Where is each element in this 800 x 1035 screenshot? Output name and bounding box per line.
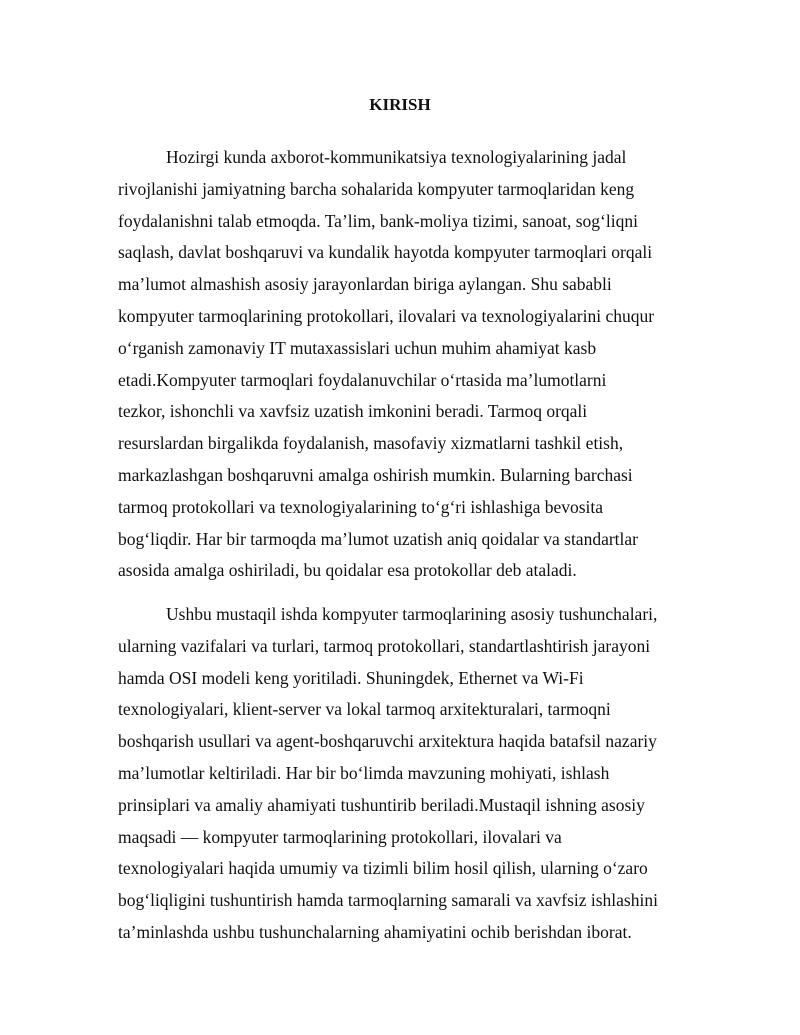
text-line: ta’minlashda ushbu tushunchalarning ahamiyatini ochib berishdan iborat. xyxy=(118,921,632,942)
text-line: bog‘liqdir. Har bir tarmoqda ma’lumot uzatish aniq qoidalar va standartlar xyxy=(118,528,638,549)
text-line: rivojlanishi jamiyatning barcha sohalarida kompyuter tarmoqlaridan keng xyxy=(118,178,635,199)
text-line: kompyuter tarmoqlarining protokollari, ilovalari va texnologiyalarini chuqur xyxy=(118,305,655,326)
text-line: texnologiyalari, klient-server va lokal tarmoq arxitekturalari, tarmoqni xyxy=(118,699,611,720)
text-line: markazlashgan boshqaruvni amalga oshirish mumkin. Bularning barchasi xyxy=(118,464,633,485)
text-line: o‘rganish zamonaviy IT mutaxassislari uchun muhim ahamiyat kasb xyxy=(118,337,597,358)
text-line: ma’lumotlar keltiriladi. Har bir bo‘limda mavzuning mohiyati, ishlash xyxy=(118,762,610,783)
text-line: Ushbu mustaqil ishda kompyuter tarmoqlarining asosiy tushunchalari, xyxy=(166,604,658,624)
text-line: hamda OSI modeli keng yoritiladi. Shuningdek, Ethernet va Wi-Fi xyxy=(118,667,584,688)
text-line: Hozirgi kunda axborot-kommunikatsiya texnologiyalarining jadal xyxy=(166,147,627,167)
text-line: saqlash, davlat boshqaruvi va kundalik hayotda kompyuter tarmoqlari orqali xyxy=(118,242,653,263)
text-line: tezkor, ishonchli va xavfsiz uzatish imkonini beradi. Tarmoq orqali xyxy=(118,401,588,422)
text-line: asosida amalga oshiriladi, bu qoidalar esa protokollar deb ataladi. xyxy=(118,560,577,581)
text-line: boshqarish usullari va agent-boshqaruvchi arxitektura haqida batafsil nazariy xyxy=(118,731,657,752)
paragraph-purpose xyxy=(118,599,688,949)
paragraph-introduction xyxy=(118,142,688,587)
text-line: ma’lumot almashish asosiy jarayonlardan biriga aylangan. Shu sababli xyxy=(118,274,612,295)
text-line: foydalanishni talab etmoqda. Ta’lim, bank-moliya tizimi, sanoat, sog‘liqni xyxy=(118,210,638,231)
page-title: KIRISH xyxy=(369,95,431,114)
text-line: ularning vazifalari va turlari, tarmoq protokollari, standartlashtirish jarayoni xyxy=(118,635,651,656)
text-line: resurslardan birgalikda foydalanish, masofaviy xizmatlarni tashkil etish, xyxy=(118,433,624,454)
text-line: maqsadi — kompyuter tarmoqlarining protokollari, ilovalari va xyxy=(118,826,562,847)
text-line: prinsiplari va amaliy ahamiyati tushuntirib beriladi.Mustaqil ishning asosiy xyxy=(118,794,645,815)
text-line: texnologiyalari haqida umumiy va tizimli bilim hosil qilish, ularning o‘zaro xyxy=(118,858,648,879)
text-line: etadi.Kompyuter tarmoqlari foydalanuvchilar o‘rtasida ma’lumotlarni xyxy=(118,369,607,390)
text-line: tarmoq protokollari va texnologiyalarining to‘g‘ri ishlashiga bevosita xyxy=(118,496,604,517)
text-line: bog‘liqligini tushuntirish hamda tarmoqlarning samarali va xavfsiz ishlashini xyxy=(118,890,658,911)
